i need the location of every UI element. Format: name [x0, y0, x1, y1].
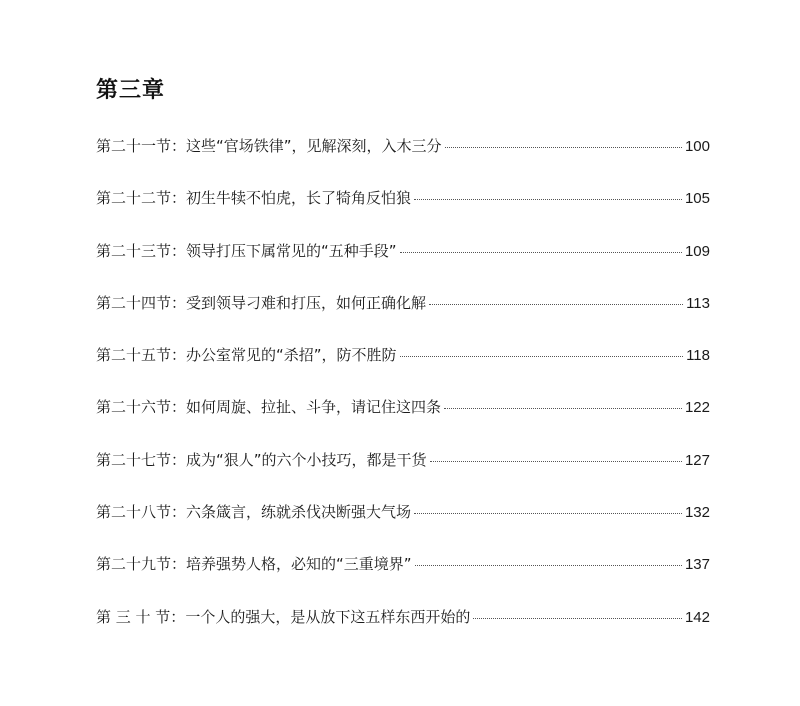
toc-entry	[96, 340, 710, 392]
toc-entry-page: 100	[684, 138, 710, 155]
toc-entry-title: 成为“狠人”的六个小技巧，都是干货	[186, 450, 427, 469]
toc-entry-label: 第二十五节：	[96, 346, 187, 365]
toc-entry-label: 第二十二节：	[96, 189, 187, 208]
toc-entry-title: 如何周旋、拉扯、斗争，请记住这四条	[186, 398, 442, 417]
toc-entry-label: 第二十七节：	[96, 450, 187, 469]
toc-entry-title: 初生牛犊不怕虎，长了犄角反怕狼	[186, 189, 412, 208]
toc-entry	[96, 131, 710, 183]
toc-entry-title: 办公室常见的“杀招”，防不胜防	[186, 346, 397, 365]
toc-entry-title: 受到领导刁难和打压，如何正确化解	[186, 293, 427, 312]
toc-entry-page: 142	[684, 608, 710, 626]
toc-entry	[96, 392, 710, 444]
toc-entry-page: 127	[684, 451, 710, 469]
toc-entry-page: 137	[684, 556, 710, 574]
toc-dot-leader	[473, 618, 682, 619]
toc-entry-page: 105	[684, 190, 710, 208]
toc-entry	[96, 236, 710, 288]
toc-entry	[96, 445, 710, 497]
toc-entry-page: 122	[684, 399, 710, 417]
toc-entry	[96, 288, 710, 340]
toc-entry-page: 132	[684, 504, 710, 522]
toc-dot-leader	[400, 356, 684, 357]
toc-dot-leader	[414, 199, 682, 200]
toc-dot-leader	[445, 147, 682, 148]
toc-entry-page: 113	[686, 294, 710, 312]
toc-entry-title: 领导打压下属常见的“五种手段”	[186, 241, 397, 260]
toc-entry-label: 第 三 十 节：	[96, 607, 186, 626]
toc-entry-page: 118	[686, 347, 710, 365]
toc-dot-leader	[414, 513, 682, 514]
toc-entry	[96, 549, 710, 601]
toc-entry-label: 第二十六节：	[96, 398, 187, 417]
toc-entry-label: 第二十八节：	[96, 503, 187, 522]
toc-entry	[96, 497, 710, 549]
toc-entry-label: 第二十九节：	[96, 555, 187, 574]
toc-dot-leader	[444, 408, 682, 409]
toc-entry-label: 第二十一节：	[96, 137, 187, 155]
toc-entry-title: 培养强势人格，必知的“三重境界”	[186, 555, 412, 574]
toc-dot-leader	[400, 252, 682, 253]
toc-entry-page: 109	[684, 242, 710, 260]
chapter-title: 第三章	[96, 78, 166, 103]
toc-entry-label: 第二十三节：	[96, 241, 187, 260]
toc-dot-leader	[415, 565, 682, 566]
toc-entry	[96, 602, 710, 654]
toc-dot-leader	[429, 304, 683, 305]
toc-entry	[96, 183, 710, 235]
toc-dot-leader	[430, 461, 682, 462]
table-of-contents	[96, 131, 710, 654]
toc-entry-title: 这些“官场铁律”，见解深刻，入木三分	[186, 137, 442, 155]
toc-entry-title: 六条箴言，练就杀伐决断强大气场	[186, 503, 412, 522]
toc-entry-title: 一个人的强大，是从放下这五样东西开始的	[185, 607, 471, 626]
toc-entry-label: 第二十四节：	[96, 293, 187, 312]
